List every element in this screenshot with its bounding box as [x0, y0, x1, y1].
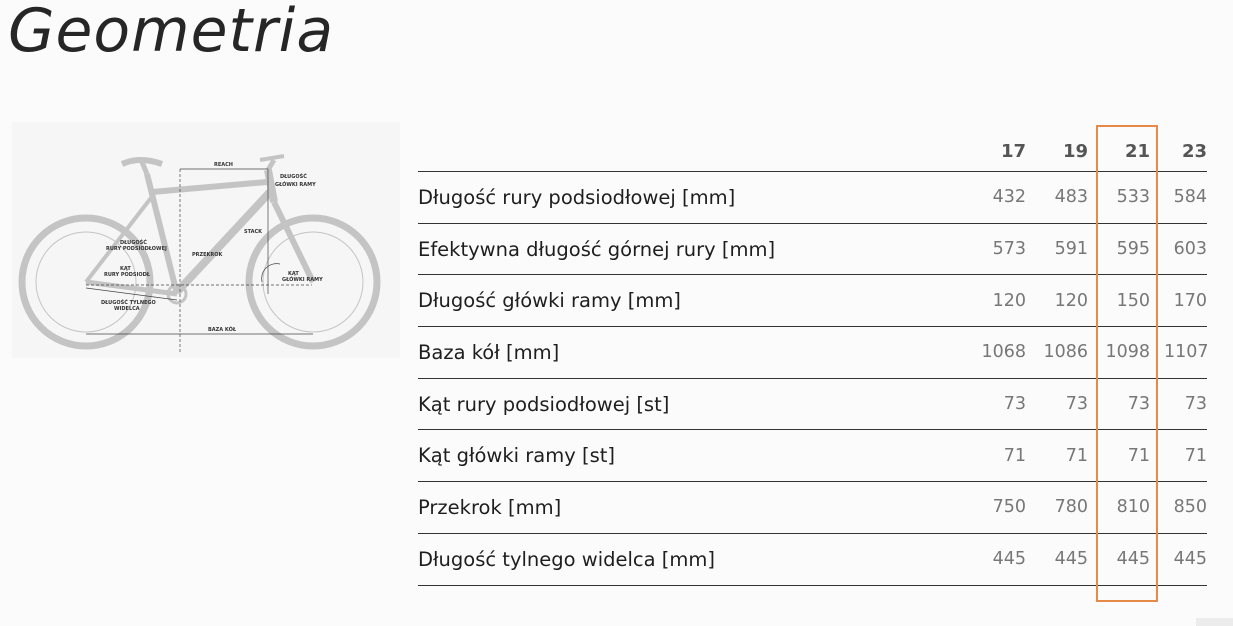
row-label: Kąt główki ramy [st]: [418, 430, 978, 482]
diagram-label-seattube-angle-2: RURY PODSIODŁ: [104, 272, 150, 278]
row-label: Kąt rury podsiodłowej [st]: [418, 378, 978, 430]
header-param-cell: [418, 132, 978, 172]
value-cell: 73: [978, 378, 1040, 430]
seatpost: [142, 162, 147, 174]
bike-illustration: [12, 122, 400, 358]
value-cell: 71: [978, 430, 1040, 482]
value-cell: 483: [1040, 172, 1102, 224]
handlebar: [260, 156, 284, 160]
value-cell: 1098: [1102, 327, 1164, 379]
diagram-label-wheelbase: BAZA KÓŁ: [208, 327, 237, 333]
value-cell: 170: [1164, 275, 1207, 327]
value-cell: 445: [1040, 533, 1102, 585]
value-cell: 584: [1164, 172, 1207, 224]
diagram-label-reach: REACH: [214, 162, 233, 168]
value-cell: 445: [1102, 533, 1164, 585]
value-cell: 432: [978, 172, 1040, 224]
fork: [274, 202, 313, 282]
table-header-row: [418, 132, 1207, 172]
page-title: Geometria: [8, 0, 335, 66]
size-header[interactable]: 23: [1164, 132, 1207, 172]
bike-geometry-diagram: [12, 122, 400, 358]
value-cell: 120: [978, 275, 1040, 327]
value-cell: 71: [1164, 430, 1207, 482]
diagram-label-seattube-angle-1: KĄT: [120, 266, 131, 272]
value-cell: 73: [1040, 378, 1102, 430]
chain-stay: [86, 282, 177, 294]
geometry-table: [418, 132, 1207, 586]
value-cell: 595: [1102, 223, 1164, 275]
top-tube: [152, 182, 267, 192]
table-row: [418, 275, 1207, 327]
table-row: [418, 430, 1207, 482]
value-cell: 1086: [1040, 327, 1102, 379]
value-cell: 573: [978, 223, 1040, 275]
diagram-label-standover: PRZEKROK: [192, 252, 223, 258]
diagram-label-chainstay-2: WIDELCA: [114, 306, 140, 312]
value-cell: 1068: [978, 327, 1040, 379]
row-label: Długość rury podsiodłowej [mm]: [418, 172, 978, 224]
stem: [268, 160, 274, 170]
value-cell: 71: [1102, 430, 1164, 482]
table-row: [418, 327, 1207, 379]
value-cell: 1107: [1164, 327, 1207, 379]
size-header[interactable]: 19: [1040, 132, 1102, 172]
diagram-label-chainstay-1: DŁUGOŚĆ TYLNEGO: [101, 300, 156, 306]
table-row: [418, 482, 1207, 534]
value-cell: 533: [1102, 172, 1164, 224]
value-cell: 73: [1102, 378, 1164, 430]
value-cell: 750: [978, 482, 1040, 534]
value-cell: 71: [1040, 430, 1102, 482]
down-tube: [177, 192, 270, 292]
row-label: Przekrok [mm]: [418, 482, 978, 534]
value-cell: 120: [1040, 275, 1102, 327]
diagram-label-headtube-length-2: GŁÓWKI RAMY: [275, 182, 316, 188]
value-cell: 780: [1040, 482, 1102, 534]
table-row: [418, 533, 1207, 585]
table-row: [418, 378, 1207, 430]
row-label: Efektywna długość górnej rury [mm]: [418, 223, 978, 275]
size-header-highlighted[interactable]: 21: [1102, 132, 1164, 172]
value-cell: 591: [1040, 223, 1102, 275]
row-label: Baza kół [mm]: [418, 327, 978, 379]
diagram-label-headtube-length-1: DŁUGOŚĆ: [280, 174, 307, 180]
value-cell: 603: [1164, 223, 1207, 275]
row-label: Długość tylnego widelca [mm]: [418, 533, 978, 585]
value-cell: 73: [1164, 378, 1207, 430]
row-label: Długość główki ramy [mm]: [418, 275, 978, 327]
value-cell: 445: [1164, 533, 1207, 585]
value-cell: 150: [1102, 275, 1164, 327]
table-row: [418, 223, 1207, 275]
diagram-label-headtube-angle-2: GŁÓWKI RAMY: [282, 277, 323, 283]
value-cell: 850: [1164, 482, 1207, 534]
value-cell: 810: [1102, 482, 1164, 534]
diagram-label-seattube-length-2: RURY PODSIODŁOWEJ: [106, 246, 167, 252]
diagram-label-seattube-length-1: DŁUGOŚĆ: [120, 240, 147, 246]
corner-element: [1196, 618, 1233, 626]
diagram-label-stack: STACK: [244, 229, 263, 235]
headtube-angle-arc: [262, 264, 280, 282]
size-header[interactable]: 17: [978, 132, 1040, 172]
table-row: [418, 172, 1207, 224]
diagram-label-headtube-angle-1: KĄT: [288, 271, 299, 277]
value-cell: 445: [978, 533, 1040, 585]
